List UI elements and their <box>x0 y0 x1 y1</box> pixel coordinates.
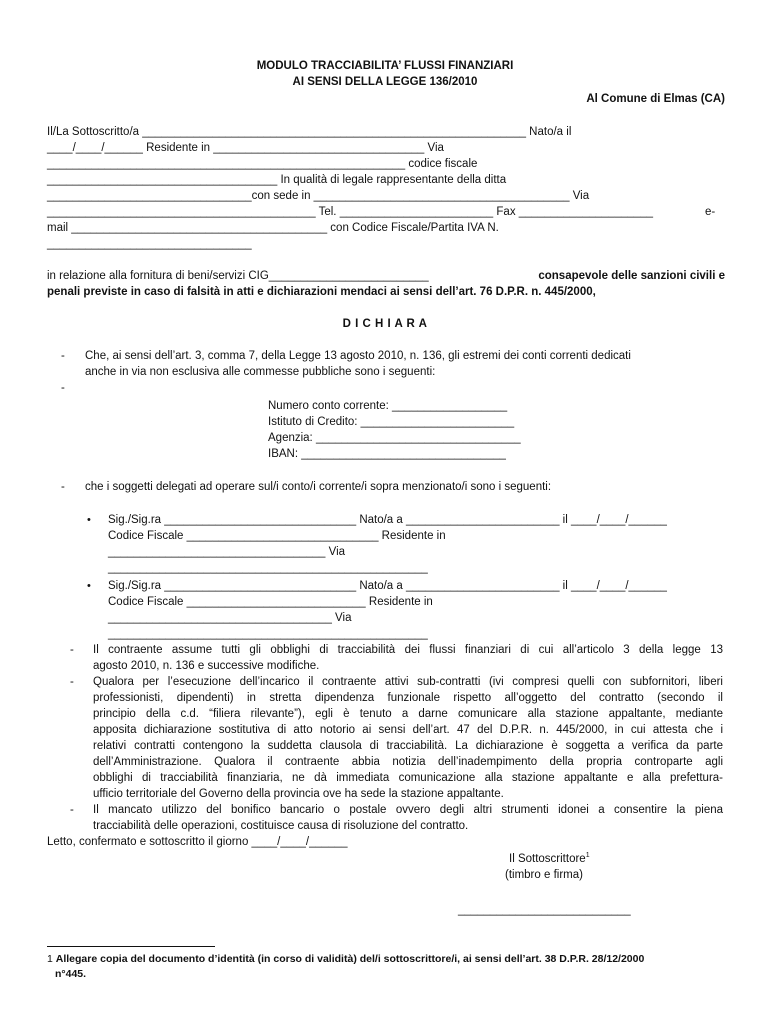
relation-line-1-bold: consapevole delle sanzioni civili e <box>538 270 725 282</box>
footnote-separator <box>47 946 215 947</box>
intro-line-1: Il/La Sottoscritto/a ____________________________________________________________ Nato/a il <box>47 126 572 138</box>
agenzia: Agenzia: ________________________________ <box>268 432 521 444</box>
delegates-intro: che i soggetti delegati ad operare sul/i conto/i corrente/i sopra menzionato/i sono i seguenti: <box>85 481 552 493</box>
delegate-2-line-2: Codice Fiscale ____________________________ Residente in <box>108 596 433 608</box>
intro-line-2: ____/____/______ Residente in _________________________________ Via <box>47 142 444 154</box>
clause-2-line-6: dell’Amministrazione. Qualora il contraente abbia notizia dell’inadempimento della propria controparte agli <box>93 756 723 768</box>
footnote-line-1 <box>47 952 644 967</box>
dash: - <box>61 350 65 362</box>
relation-line-1: in relazione alla fornitura di beni/servizi CIG_________________________ <box>47 270 429 282</box>
title-line-1: MODULO TRACCIABILITA’ FLUSSI FINANZIARI <box>256 60 514 72</box>
intro-line-8: ________________________________ <box>47 238 252 250</box>
intro-line-5: ________________________________con sede in ________________________________________ Via <box>47 190 590 202</box>
footnote-ref: 1 <box>585 852 590 860</box>
clause-1-line-1: Il contraente assume tutti gli obblighi di tracciabilità dei flussi finanziari di cui all’articolo 3 della legge 13 <box>93 644 723 656</box>
dichiara-heading: D I C H I A R A <box>342 318 428 330</box>
dash: - <box>70 804 74 816</box>
dash: - <box>70 644 74 656</box>
clause-2-line-4: apposita dichiarazione sostitutiva di atto notorio ai sensi dell’art. 47 del D.P.R. n. 445/2000, in cui attesta che i <box>93 724 723 736</box>
delegate-1-line-1: Sig./Sig.ra ______________________________ Nato/a a ________________________ il ____/____/______ <box>108 514 667 526</box>
istituto-credito: Istituto di Credito: ________________________ <box>268 416 515 428</box>
clause-2-line-7: obblighi di tracciabilità finanziaria, ne dà immediata comunicazione alla stazione appaltante e alla prefettura- <box>93 772 723 784</box>
letto-confermato: Letto, confermato e sottoscritto il giorno ____/____/______ <box>47 836 348 848</box>
delegate-2-line-1: Sig./Sig.ra ______________________________ Nato/a a ________________________ il ____/____/______ <box>108 580 667 592</box>
clause-2-line-3: principio della c.d. “filiera rilevante”), egli è tenuto a darne comunicare alla stazione appaltante, mediante <box>93 708 723 720</box>
numero-conto: Numero conto corrente: __________________ <box>268 400 508 412</box>
stamp-label: (timbro e firma) <box>505 869 583 881</box>
bullet: • <box>87 580 91 592</box>
clause-3-line-1: Il mancato utilizzo del bonifico bancario o postale ovvero degli altri strumenti idonei a consentire la piena <box>93 804 723 816</box>
accounts-line-2: anche in via non esclusiva alle commesse pubbliche sono i seguenti: <box>85 366 436 378</box>
clause-1-line-2: agosto 2010, n. 136 e successive modifiche. <box>93 660 320 672</box>
footnote-text: Allegare copia del documento d’identità (in corso di validità) del/i sottoscrittore/i, ai sensi dell’art. 38 D.P.R. 28/12/2000 <box>55 953 645 965</box>
bullet: • <box>87 514 91 526</box>
signer-text: Il Sottoscrittore <box>509 853 586 865</box>
clause-2-line-8: ufficio territoriale del Governo della provincia ove ha sede la stazione appaltante. <box>93 788 504 800</box>
intro-line-4: ____________________________________ In qualità di legale rappresentante della ditta <box>47 174 507 186</box>
footnote-number: 1 <box>47 953 53 965</box>
clause-2-line-1: Qualora per l’esecuzione dell’incarico il contraente attivi sub-contratti (ivi compresi quelli con subfornitori, liberi <box>93 676 723 688</box>
accounts-line-1: Che, ai sensi dell’art. 3, comma 7, della Legge 13 agosto 2010, n. 136, gli estremi dei conti correnti dedicati <box>85 350 631 362</box>
intro-line-3: ________________________________________________________ codice fiscale <box>47 158 478 170</box>
intro-line-6-email-prefix: e- <box>705 206 716 218</box>
title-line-2: AI SENSI DELLA LEGGE 136/2010 <box>292 76 478 88</box>
delegate-2-line-3: ___________________________________ Via <box>108 612 352 624</box>
dash: - <box>70 676 74 688</box>
recipient: Al Comune di Elmas (CA) <box>586 93 725 105</box>
footnote-line-2: n°445. <box>55 968 87 980</box>
signature-line: ___________________________ <box>458 904 631 916</box>
dash: - <box>61 481 65 493</box>
clause-2-line-5: relativi contratti contengono la suddetta clausola di tracciabilità. La dichiarazione è soggetta a verifica da parte <box>93 740 723 752</box>
delegate-1-line-2: Codice Fiscale ______________________________ Residente in <box>108 530 446 542</box>
intro-line-6: __________________________________________ Tel. ________________________ Fax _____________________ <box>47 206 654 218</box>
intro-line-7: mail ________________________________________ con Codice Fiscale/Partita IVA N. <box>47 222 499 234</box>
signer-label <box>509 851 590 867</box>
delegate-1-line-4: __________________________________________________ <box>108 562 428 574</box>
delegate-2-line-4: __________________________________________________ <box>108 628 428 640</box>
delegate-1-line-3: __________________________________ Via <box>108 546 346 558</box>
dash: - <box>61 382 65 394</box>
relation-line-2: penali previste in caso di falsità in atti e dichiarazioni mendaci ai sensi dell’art. 76 D.P.R. n. 445/2000, <box>47 286 596 298</box>
iban: IBAN: ________________________________ <box>268 448 506 460</box>
clause-2-line-2: professionisti, dipendenti) in stretta dipendenza funzionale rispetto all’oggetto del contratto (secondo il <box>93 692 723 704</box>
clause-3-line-2: tracciabilità delle operazioni, costituisce causa di risoluzione del contratto. <box>93 820 469 832</box>
